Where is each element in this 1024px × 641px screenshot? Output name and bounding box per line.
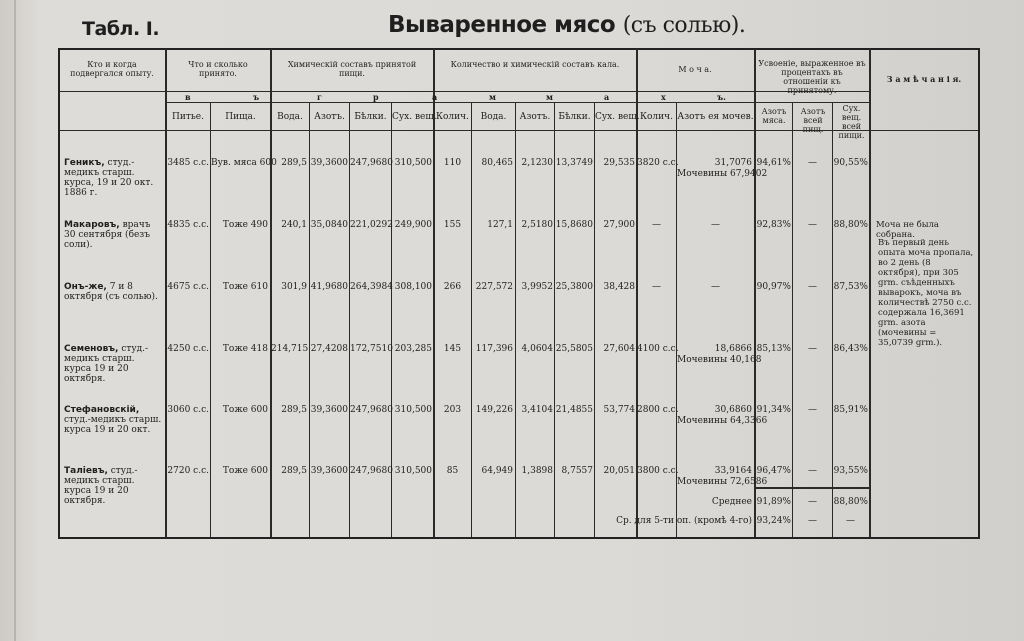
row-6-assim-all: —	[808, 466, 817, 476]
row-1-protein: 247,9680	[350, 158, 393, 168]
grams-letter-7: м	[546, 92, 553, 102]
subheader-food: Пища.	[225, 112, 256, 122]
subheader-dry: Сух. вещ.	[392, 112, 437, 122]
avg-assim-all: —	[808, 497, 817, 507]
row-1-subject	[64, 158, 164, 198]
grams-letter-9: х	[661, 92, 666, 102]
row-1-urine-qty: 3820 с.с.	[637, 158, 679, 168]
rule-grams	[60, 91, 870, 92]
row-3-feces-nitrogen: 3,9952	[521, 282, 553, 292]
avg5-label: Ср. для 5-ти оп. (кромѣ 4-го)	[616, 516, 752, 526]
row-4-details: студ.-медикъ старш. курса 19 и 20 октября.	[64, 344, 149, 384]
subheader-urine-nitrogen: Азотъ ея мочев.	[677, 112, 754, 122]
page-title	[388, 12, 745, 38]
row-6-nitrogen: 39,3600	[310, 466, 348, 476]
subheader-nitrogen: Азотъ.	[314, 112, 345, 122]
row-5-feces-qty: 203	[443, 405, 462, 415]
row-1-water: 289,5	[281, 158, 307, 168]
row-2-urine-nitrogen: —	[711, 220, 720, 230]
subheader-urine-qty: Колич.	[640, 112, 673, 122]
row-6-urine-nitrogen: 33,9164	[714, 466, 752, 476]
row-6-feces-nitrogen: 1,3898	[521, 466, 553, 476]
row-4-urine-nitrogen: 18,6866	[714, 344, 752, 354]
row-2-assim-all: —	[808, 220, 817, 230]
row-2-food: Тоже 490	[222, 220, 268, 230]
row-4-subject	[64, 344, 164, 384]
row-5-water: 289,5	[281, 405, 307, 415]
title-main: Вываренное мясо	[388, 12, 616, 38]
title-subtitle: (съ солью).	[622, 13, 746, 38]
row-2-dry: 249,900	[394, 220, 432, 230]
row-3-assim-dry: 87,53%	[833, 282, 868, 292]
rule-avg	[754, 487, 869, 489]
row-3-subject	[64, 282, 164, 302]
row-1-feces-water: 80,465	[481, 158, 513, 168]
row-1-assim-meat: 94,61%	[756, 158, 791, 168]
subheader-assim-meat: Азотъ мяса.	[761, 107, 787, 125]
header-who: Кто и когда подвергался опыту.	[70, 60, 154, 78]
avg5-assim-all: —	[808, 516, 817, 526]
row-6-water: 289,5	[281, 466, 307, 476]
row-5-subject	[64, 405, 164, 435]
subheader-assim-dry: Сух. вещ. всей пищи.	[838, 104, 865, 140]
row-3-feces-water: 227,572	[475, 282, 513, 292]
row-4-feces-qty: 145	[443, 344, 462, 354]
row-1-dry: 310,500	[394, 158, 432, 168]
row-2-assim-meat: 92,83%	[756, 220, 791, 230]
row-2-nitrogen: 35,0840	[310, 220, 348, 230]
row-4-feces-dry: 27,604	[603, 344, 635, 354]
row-3-food: Тоже 610	[222, 282, 268, 292]
row-2-urine-qty: —	[652, 220, 661, 230]
row-6-feces-protein: 8,7557	[561, 466, 593, 476]
row-5-urine-nitrogen: 30,6860	[714, 405, 752, 415]
row-4-assim-meat: 85,13%	[756, 344, 791, 354]
row-6-feces-water: 64,949	[481, 466, 513, 476]
row-3-urine-nitrogen: —	[711, 282, 720, 292]
avg-label: Среднее	[711, 497, 752, 507]
row-6-feces-qty: 85	[446, 466, 459, 476]
row-5-feces-water: 149,226	[475, 405, 513, 415]
row-5-urine-qty: 2800 с.с.	[637, 405, 679, 415]
header-chem-food: Химическій составъ принятой пищи.	[287, 60, 417, 78]
row-4-feces-protein: 25,5805	[555, 344, 593, 354]
row-3-water: 301,9	[281, 282, 307, 292]
row-4-feces-nitrogen: 4,0604	[521, 344, 553, 354]
row-5-feces-protein: 21,4855	[555, 405, 593, 415]
row-6-assim-meat: 96,47%	[756, 466, 791, 476]
row-1-name: Геникъ,	[64, 158, 105, 168]
row-2-feces-protein: 15,8680	[555, 220, 593, 230]
row-6-urine-qty: 3800 с.с.	[637, 466, 679, 476]
row-5-assim-all: —	[808, 405, 817, 415]
row-5-nitrogen: 39,3600	[310, 405, 348, 415]
row-3-dry: 308,100	[394, 282, 432, 292]
row-6-urine-urea: Мочевины 72,6586	[677, 477, 768, 487]
subheader-feces-nitrogen: Азотъ.	[519, 112, 551, 122]
subheader-assim-all: Азотъ всей пищ.	[800, 107, 826, 134]
header-urine: М о ч а.	[678, 65, 712, 74]
row-2-feces-qty: 155	[443, 220, 462, 230]
page-binding-crease	[14, 0, 16, 641]
header-assimilation: Усвоеніе, выраженное въ процентахъ въ отношеніи къ принятому.	[758, 59, 866, 95]
row-3-drink: 4675 с.с.	[167, 282, 209, 292]
grams-letter-6: м	[489, 92, 496, 102]
row-1-food: Вув. мяса 600	[211, 158, 277, 168]
avg-assim-meat: 91,89%	[756, 497, 791, 507]
subheader-protein: Бѣлки.	[354, 112, 387, 122]
row-6-feces-dry: 20,051	[603, 466, 635, 476]
avg5-assim-meat: 93,24%	[756, 516, 791, 526]
row-1-drink: 3485 с.с.	[167, 158, 209, 168]
row-4-urine-urea: Мочевины 40,168	[677, 355, 762, 365]
row-4-assim-all: —	[808, 344, 817, 354]
row-3-urine-qty: —	[652, 282, 661, 292]
row-2-assim-dry: 88,80%	[833, 220, 868, 230]
row-2-feces-nitrogen: 2,5180	[521, 220, 553, 230]
row-4-food: Тоже 418	[222, 344, 268, 354]
row-5-feces-dry: 53,774	[603, 405, 635, 415]
row-2-details: врачъ 30 сентября (безъ соли).	[64, 220, 151, 250]
grams-letter-2: ъ	[253, 92, 260, 102]
header-feces: Количество и химическій составъ кала.	[450, 60, 620, 69]
row-1-nitrogen: 39,3600	[310, 158, 348, 168]
row-3-name: Онъ-же,	[64, 282, 107, 292]
header-remarks: З а м ѣ ч а н і я.	[886, 74, 962, 84]
row-4-protein: 172,7510	[350, 344, 393, 354]
row-5-assim-meat: 91,34%	[756, 405, 791, 415]
col-rule-12	[636, 49, 638, 537]
row-2-feces-dry: 27,900	[603, 220, 635, 230]
row-6-dry: 310,500	[394, 466, 432, 476]
grams-letter-5: а	[432, 92, 438, 102]
row-3-feces-protein: 25,3800	[555, 282, 593, 292]
row-1-feces-dry: 29,535	[603, 158, 635, 168]
row-5-protein: 247,9680	[350, 405, 393, 415]
row-2-drink: 4835 с.с.	[167, 220, 209, 230]
grams-letter-1: в	[185, 92, 191, 102]
subheader-feces-protein: Бѣлки.	[558, 112, 591, 122]
row-6-name: Талiевъ,	[64, 466, 108, 476]
row-2-water: 240,1	[281, 220, 307, 230]
row-6-protein: 247,9680	[350, 466, 393, 476]
row-3-assim-all: —	[808, 282, 817, 292]
row-4-urine-qty: 4100 с.с.	[637, 344, 679, 354]
row-2-subject	[64, 220, 164, 250]
row-1-urine-nitrogen: 31,7076	[714, 158, 752, 168]
row-6-drink: 2720 с.с.	[167, 466, 209, 476]
col-rule-3	[270, 49, 272, 537]
subheader-feces-qty: Колич.	[436, 112, 469, 122]
grams-letter-3: г	[317, 92, 322, 102]
row-1-feces-protein: 13,3749	[555, 158, 593, 168]
remark-row-3: Въ первый день опыта моча пропала, во 2 день (8 октября), при 305 grm. съѣденныхъ выварокъ, моча въ количествѣ 2750 с.с. содержала 16,3691 grm. азота (мочевины = 35,0739 grm.).	[878, 238, 974, 348]
row-4-dry: 203,285	[394, 344, 432, 354]
grams-letter-4: р	[373, 92, 379, 102]
row-5-name: Стефановскій,	[64, 405, 140, 415]
row-1-feces-nitrogen: 2,1230	[521, 158, 553, 168]
row-1-feces-qty: 110	[443, 158, 462, 168]
row-5-drink: 3060 с.с.	[167, 405, 209, 415]
row-5-feces-nitrogen: 3,4104	[521, 405, 553, 415]
row-4-nitrogen: 27,4208	[310, 344, 348, 354]
row-4-name: Семеновъ,	[64, 344, 119, 354]
row-5-assim-dry: 85,91%	[833, 405, 868, 415]
row-5-urine-urea: Мочевины 64,3366	[677, 416, 768, 426]
subheader-feces-water: Вода.	[480, 112, 507, 122]
row-3-nitrogen: 41,9680	[310, 282, 348, 292]
grams-letter-10: ъ.	[717, 92, 726, 102]
row-5-details: студ.-медикъ старш. курса 19 и 20 окт.	[64, 415, 162, 435]
row-5-dry: 310,500	[394, 405, 432, 415]
row-4-assim-dry: 86,43%	[833, 344, 868, 354]
row-6-assim-dry: 93,55%	[833, 466, 868, 476]
row-6-details: студ.-медикъ старш. курса 19 и 20 октября.	[64, 466, 138, 506]
row-2-name: Макаровъ,	[64, 220, 120, 230]
row-3-feces-qty: 266	[443, 282, 462, 292]
row-4-drink: 4250 с.с.	[167, 344, 209, 354]
avg-assim-dry: 88,80%	[833, 497, 868, 507]
row-6-subject	[64, 466, 164, 506]
col-rule-1	[165, 49, 167, 537]
subheader-drink: Питье.	[172, 112, 204, 122]
row-1-assim-all: —	[808, 158, 817, 168]
row-3-assim-meat: 90,97%	[756, 282, 791, 292]
subheader-water: Вода.	[277, 112, 303, 122]
grams-letter-8: а	[604, 92, 610, 102]
subheader-feces-dry: Сух. вещ.	[595, 112, 640, 122]
row-1-urine-urea: Мочевины 67,9402	[677, 169, 768, 179]
avg5-assim-dry: —	[846, 516, 855, 526]
row-1-assim-dry: 90,55%	[833, 158, 868, 168]
row-5-food: Тоже 600	[222, 405, 268, 415]
row-2-protein: 221,0292	[350, 220, 393, 230]
row-2-feces-water: 127,1	[487, 220, 513, 230]
row-6-food: Тоже 600	[222, 466, 268, 476]
col-rule-7	[432, 49, 438, 537]
row-3-protein: 264,3984	[350, 282, 393, 292]
col-rule-17	[869, 49, 871, 537]
row-3-feces-dry: 38,428	[603, 282, 635, 292]
remark-row-2: Моча не была собрана.	[876, 220, 939, 240]
row-4-water: 214,715	[271, 344, 309, 354]
row-1-details: студ.-медикъ старш. курса, 19 и 20 окт. 1886 г.	[64, 158, 154, 198]
row-4-feces-water: 117,396	[475, 344, 513, 354]
header-what: Что и сколько принято.	[188, 60, 248, 78]
table-number: Табл. I.	[82, 18, 160, 40]
row-3-details: 7 и 8 октября (съ солью).	[64, 282, 158, 302]
